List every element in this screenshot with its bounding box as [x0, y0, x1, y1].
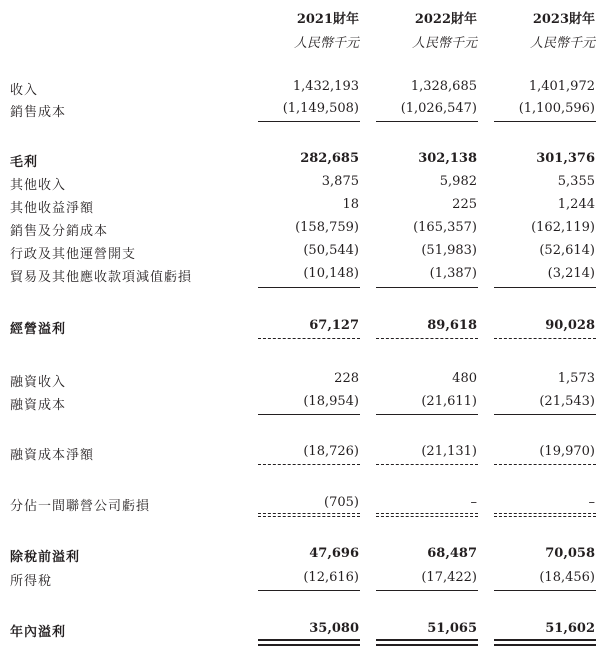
row-income-tax — [0, 570, 604, 590]
row-profit-for-year — [0, 621, 604, 641]
dashed-rule — [494, 516, 596, 517]
value-2023: 70,058 — [545, 546, 595, 561]
dashed-rule — [376, 338, 478, 339]
column-header-year-2023: 2023財年 — [532, 12, 595, 27]
value-2022: 68,487 — [427, 546, 477, 561]
row-label: 融資成本 — [10, 398, 67, 413]
subtotal-rule — [258, 287, 360, 288]
row-selling-distribution-costs — [0, 220, 604, 240]
value-2022: 225 — [452, 197, 477, 212]
value-2023: (3,214) — [547, 266, 595, 281]
value-2021: 228 — [334, 371, 359, 386]
row-operating-profit — [0, 318, 604, 338]
value-2023: (52,614) — [539, 243, 595, 258]
dashed-rule — [376, 464, 478, 465]
row-label: 除稅前溢利 — [10, 550, 81, 565]
value-2021: (1,149,508) — [282, 101, 359, 116]
row-label: 毛利 — [10, 155, 39, 170]
value-2021: 18 — [342, 197, 359, 212]
row-label: 收入 — [10, 83, 39, 98]
subtotal-rule — [376, 590, 478, 591]
value-2022: 5,982 — [439, 174, 477, 189]
column-header-currency-2021: 人民幣千元 — [293, 36, 359, 51]
row-label: 行政及其他運營開支 — [10, 247, 137, 262]
value-2021: (18,726) — [303, 444, 359, 459]
row-finance-costs — [0, 394, 604, 414]
value-2021: 282,685 — [300, 151, 359, 166]
row-other-income — [0, 174, 604, 194]
total-double-rule — [494, 639, 596, 646]
row-label: 其他收益淨額 — [10, 201, 95, 216]
value-2022: (17,422) — [421, 570, 477, 585]
subtotal-rule — [494, 287, 596, 288]
value-2023: 1,244 — [557, 197, 595, 212]
row-profit-before-tax — [0, 546, 604, 566]
subtotal-rule — [376, 414, 478, 415]
value-2021: 3,875 — [321, 174, 359, 189]
value-2023: 301,376 — [536, 151, 595, 166]
dashed-rule — [258, 464, 360, 465]
value-2023: (21,543) — [539, 394, 595, 409]
value-2022: (165,357) — [413, 220, 477, 235]
value-2021: 47,696 — [309, 546, 359, 561]
row-impairment-losses — [0, 266, 604, 286]
subtotal-rule — [258, 414, 360, 415]
dashed-rule — [376, 513, 478, 514]
dashed-rule — [258, 513, 360, 514]
row-revenue — [0, 79, 604, 99]
subtotal-rule — [494, 121, 596, 122]
row-label: 銷售成本 — [10, 105, 67, 120]
value-2023: (19,970) — [539, 444, 595, 459]
value-2022: (21,611) — [421, 394, 477, 409]
column-header-year-2022: 2022財年 — [414, 12, 477, 27]
subtotal-rule — [494, 590, 596, 591]
value-2022: 480 — [452, 371, 477, 386]
value-2022: 302,138 — [418, 151, 477, 166]
row-admin-operating-expenses — [0, 243, 604, 263]
value-2023: 1,401,972 — [528, 79, 595, 94]
value-2022: 89,618 — [427, 318, 477, 333]
row-label: 貿易及其他應收款項減值虧損 — [10, 270, 193, 285]
row-label: 融資成本淨額 — [10, 448, 95, 463]
row-label: 其他收入 — [10, 178, 67, 193]
value-2023: 5,355 — [557, 174, 595, 189]
value-2021: (10,148) — [303, 266, 359, 281]
value-2021: (158,759) — [295, 220, 359, 235]
value-2021: 1,432,193 — [292, 79, 359, 94]
value-2023: 1,573 — [557, 371, 595, 386]
column-header-currency-2022: 人民幣千元 — [411, 36, 477, 51]
value-2021: 67,127 — [309, 318, 359, 333]
row-label: 所得稅 — [10, 574, 53, 589]
value-2021: (705) — [324, 495, 359, 510]
dashed-rule — [376, 516, 478, 517]
dashed-rule — [258, 338, 360, 339]
row-cost-of-sales — [0, 101, 604, 121]
value-2021: (18,954) — [303, 394, 359, 409]
row-net-finance-costs — [0, 444, 604, 464]
subtotal-rule — [494, 414, 596, 415]
subtotal-rule — [258, 121, 360, 122]
row-gross-profit — [0, 151, 604, 171]
column-header-currency-2023: 人民幣千元 — [529, 36, 595, 51]
row-label: 銷售及分銷成本 — [10, 224, 109, 239]
value-2023: – — [588, 495, 595, 510]
value-2022: (21,131) — [421, 444, 477, 459]
row-share-of-associate-loss — [0, 495, 604, 515]
subtotal-rule — [258, 590, 360, 591]
column-header-year-2021: 2021財年 — [296, 12, 359, 27]
value-2022: 51,065 — [427, 621, 477, 636]
value-2022: (1,026,547) — [400, 101, 477, 116]
dashed-rule — [494, 338, 596, 339]
value-2022: 1,328,685 — [410, 79, 477, 94]
row-label: 分佔一間聯營公司虧損 — [10, 499, 151, 514]
value-2021: 35,080 — [309, 621, 359, 636]
value-2021: (12,616) — [303, 570, 359, 585]
row-label: 融資收入 — [10, 375, 67, 390]
dashed-rule — [258, 516, 360, 517]
value-2022: (1,387) — [429, 266, 477, 281]
subtotal-rule — [376, 287, 478, 288]
dashed-rule — [494, 464, 596, 465]
value-2023: (18,456) — [539, 570, 595, 585]
subtotal-rule — [376, 121, 478, 122]
row-finance-income — [0, 371, 604, 391]
value-2023: 51,602 — [545, 621, 595, 636]
value-2022: (51,983) — [421, 243, 477, 258]
value-2022: – — [470, 495, 477, 510]
value-2021: (50,544) — [303, 243, 359, 258]
total-double-rule — [258, 639, 360, 646]
row-label: 年內溢利 — [10, 625, 67, 640]
value-2023: (1,100,596) — [518, 101, 595, 116]
dashed-rule — [494, 513, 596, 514]
row-other-gains-net — [0, 197, 604, 217]
row-label: 經營溢利 — [10, 322, 67, 337]
value-2023: 90,028 — [545, 318, 595, 333]
total-double-rule — [376, 639, 478, 646]
value-2023: (162,119) — [531, 220, 595, 235]
